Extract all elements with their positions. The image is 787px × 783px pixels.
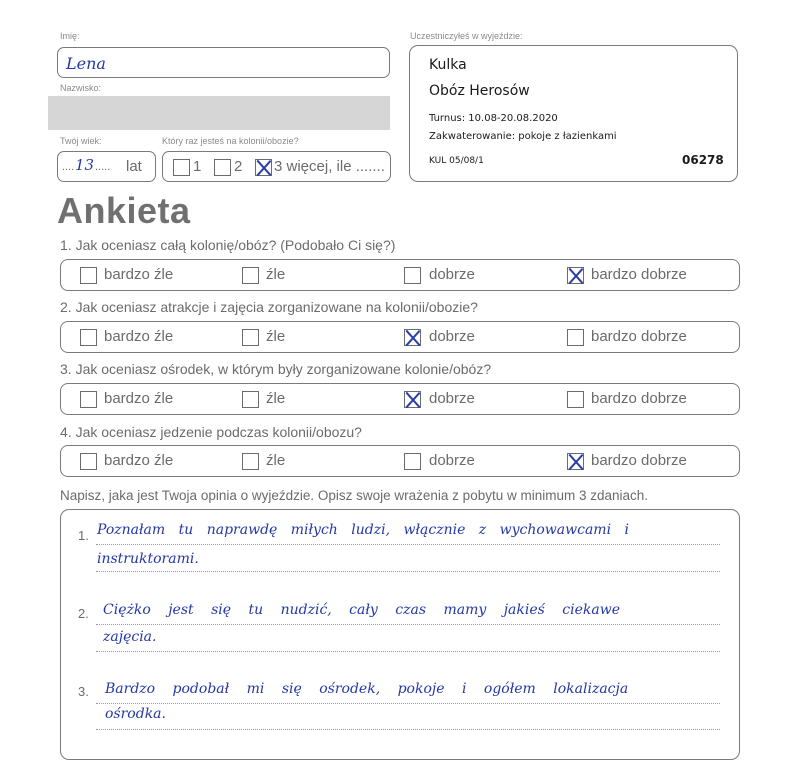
age-field[interactable] bbox=[57, 151, 156, 182]
times-checkbox-1[interactable] bbox=[173, 159, 190, 176]
age-value: 13 bbox=[75, 156, 95, 174]
times-option-3: 3 więcej, ile ....... bbox=[274, 158, 385, 175]
times-checkbox-2[interactable] bbox=[214, 159, 231, 176]
age-dots-after: ..... bbox=[95, 161, 111, 173]
opinion-line-1b: instruktorami. bbox=[97, 551, 199, 567]
q2-checkbox-bad[interactable] bbox=[242, 329, 259, 346]
opinion-box[interactable] bbox=[60, 509, 740, 760]
q3-checkbox-very-bad[interactable] bbox=[80, 391, 97, 408]
times-field bbox=[162, 151, 391, 182]
q3-option-bad: źle bbox=[266, 390, 286, 407]
opinion-line-2b: zajęcia. bbox=[103, 629, 157, 645]
q2-option-bad: źle bbox=[266, 328, 286, 345]
q2-checkbox-good[interactable] bbox=[404, 329, 421, 346]
q1-option-bad: źle bbox=[266, 266, 286, 283]
opinion-dotline bbox=[96, 624, 720, 625]
opinion-line-1a: Poznałam tu naprawdę miłych ludzi, włącznie z wychowawcami i bbox=[97, 522, 629, 538]
q4-option-very-good: bardzo dobrze bbox=[591, 452, 687, 469]
q2-checkbox-very-bad[interactable] bbox=[80, 329, 97, 346]
opinion-number-1: 1. bbox=[78, 528, 89, 543]
age-label: Twój wiek: bbox=[60, 136, 102, 146]
opinion-number-2: 2. bbox=[78, 606, 89, 621]
question-2: 2. Jak oceniasz atrakcje i zajęcia zorganizowane na kolonii/obozie? bbox=[60, 299, 478, 315]
opinion-prompt: Napisz, jaka jest Twoja opinia o wyjeździe. Opisz swoje wrażenia z pobytu w minimum 3 zdaniach. bbox=[60, 488, 649, 503]
q4-option-bad: źle bbox=[266, 452, 286, 469]
q1-option-good: dobrze bbox=[429, 266, 475, 283]
question-4: 4. Jak oceniasz jedzenie podczas kolonii/obozu? bbox=[60, 424, 362, 440]
survey-title: Ankieta bbox=[57, 190, 191, 231]
question-3: 3. Jak oceniasz ośrodek, w którym były zorganizowane kolonie/obóz? bbox=[60, 361, 492, 377]
q4-option-very-bad: bardzo źle bbox=[104, 452, 174, 469]
age-dots-before: .... bbox=[62, 161, 75, 173]
opinion-line-3a: Bardzo podobał mi się ośrodek, pokoje i ogółem lokalizacja bbox=[105, 681, 629, 697]
opinion-dotline bbox=[96, 651, 720, 652]
q2-option-very-bad: bardzo źle bbox=[104, 328, 174, 345]
q3-checkbox-bad[interactable] bbox=[242, 391, 259, 408]
q3-option-good: dobrze bbox=[429, 390, 475, 407]
answer-row-3 bbox=[60, 383, 740, 415]
opinion-dotline bbox=[96, 703, 720, 704]
trip-number: 06278 bbox=[682, 153, 724, 167]
first-name-value: Lena bbox=[66, 54, 106, 73]
q1-checkbox-bad[interactable] bbox=[242, 267, 259, 284]
age-unit: lat bbox=[126, 158, 142, 175]
opinion-line-3b: ośrodka. bbox=[105, 706, 166, 722]
q3-checkbox-very-good[interactable] bbox=[567, 391, 584, 408]
q4-option-good: dobrze bbox=[429, 452, 475, 469]
q3-option-very-good: bardzo dobrze bbox=[591, 390, 687, 407]
q1-checkbox-good[interactable] bbox=[404, 267, 421, 284]
answer-row-2 bbox=[60, 321, 740, 353]
question-1: 1. Jak oceniasz całą kolonię/obóz? (Podobało Ci się?) bbox=[60, 237, 396, 253]
last-name-redaction bbox=[48, 96, 390, 130]
first-name-label: Imię: bbox=[60, 31, 80, 41]
q4-checkbox-very-good[interactable] bbox=[567, 453, 584, 470]
trip-label: Uczestniczyłeś w wyjeździe: bbox=[410, 31, 523, 41]
q2-checkbox-very-good[interactable] bbox=[567, 329, 584, 346]
q1-option-very-good: bardzo dobrze bbox=[591, 266, 687, 283]
q3-checkbox-good[interactable] bbox=[404, 391, 421, 408]
opinion-line-2a: Ciężko jest się tu nudzić, cały czas mamy jakieś ciekawe bbox=[103, 602, 620, 618]
q1-checkbox-very-bad[interactable] bbox=[80, 267, 97, 284]
q4-checkbox-good[interactable] bbox=[404, 453, 421, 470]
trip-code: KUL 05/08/1 bbox=[429, 156, 484, 166]
q3-option-very-bad: bardzo źle bbox=[104, 390, 174, 407]
times-label: Który raz jesteś na kolonii/obozie? bbox=[162, 136, 299, 146]
answer-row-4 bbox=[60, 445, 740, 477]
first-name-field[interactable] bbox=[57, 47, 390, 78]
opinion-dotline bbox=[96, 729, 720, 730]
trip-camp: Obóz Herosów bbox=[429, 83, 530, 99]
q4-checkbox-bad[interactable] bbox=[242, 453, 259, 470]
times-option-1: 1 bbox=[193, 158, 202, 175]
trip-accommodation: Zakwaterowanie: pokoje z łazienkami bbox=[429, 131, 617, 142]
q2-option-very-good: bardzo dobrze bbox=[591, 328, 687, 345]
times-option-2: 2 bbox=[234, 158, 243, 175]
opinion-dotline bbox=[96, 571, 720, 572]
q1-option-very-bad: bardzo źle bbox=[104, 266, 174, 283]
q4-checkbox-very-bad[interactable] bbox=[80, 453, 97, 470]
opinion-number-3: 3. bbox=[78, 684, 89, 699]
times-checkbox-3[interactable] bbox=[255, 159, 272, 176]
last-name-label: Nazwisko: bbox=[60, 83, 102, 93]
q2-option-good: dobrze bbox=[429, 328, 475, 345]
q1-checkbox-very-good[interactable] bbox=[567, 267, 584, 284]
trip-box bbox=[409, 45, 738, 182]
opinion-dotline bbox=[96, 544, 720, 545]
trip-name: Kulka bbox=[429, 57, 467, 73]
trip-turnus: Turnus: 10.08-20.08.2020 bbox=[429, 113, 558, 124]
answer-row-1 bbox=[60, 259, 740, 291]
